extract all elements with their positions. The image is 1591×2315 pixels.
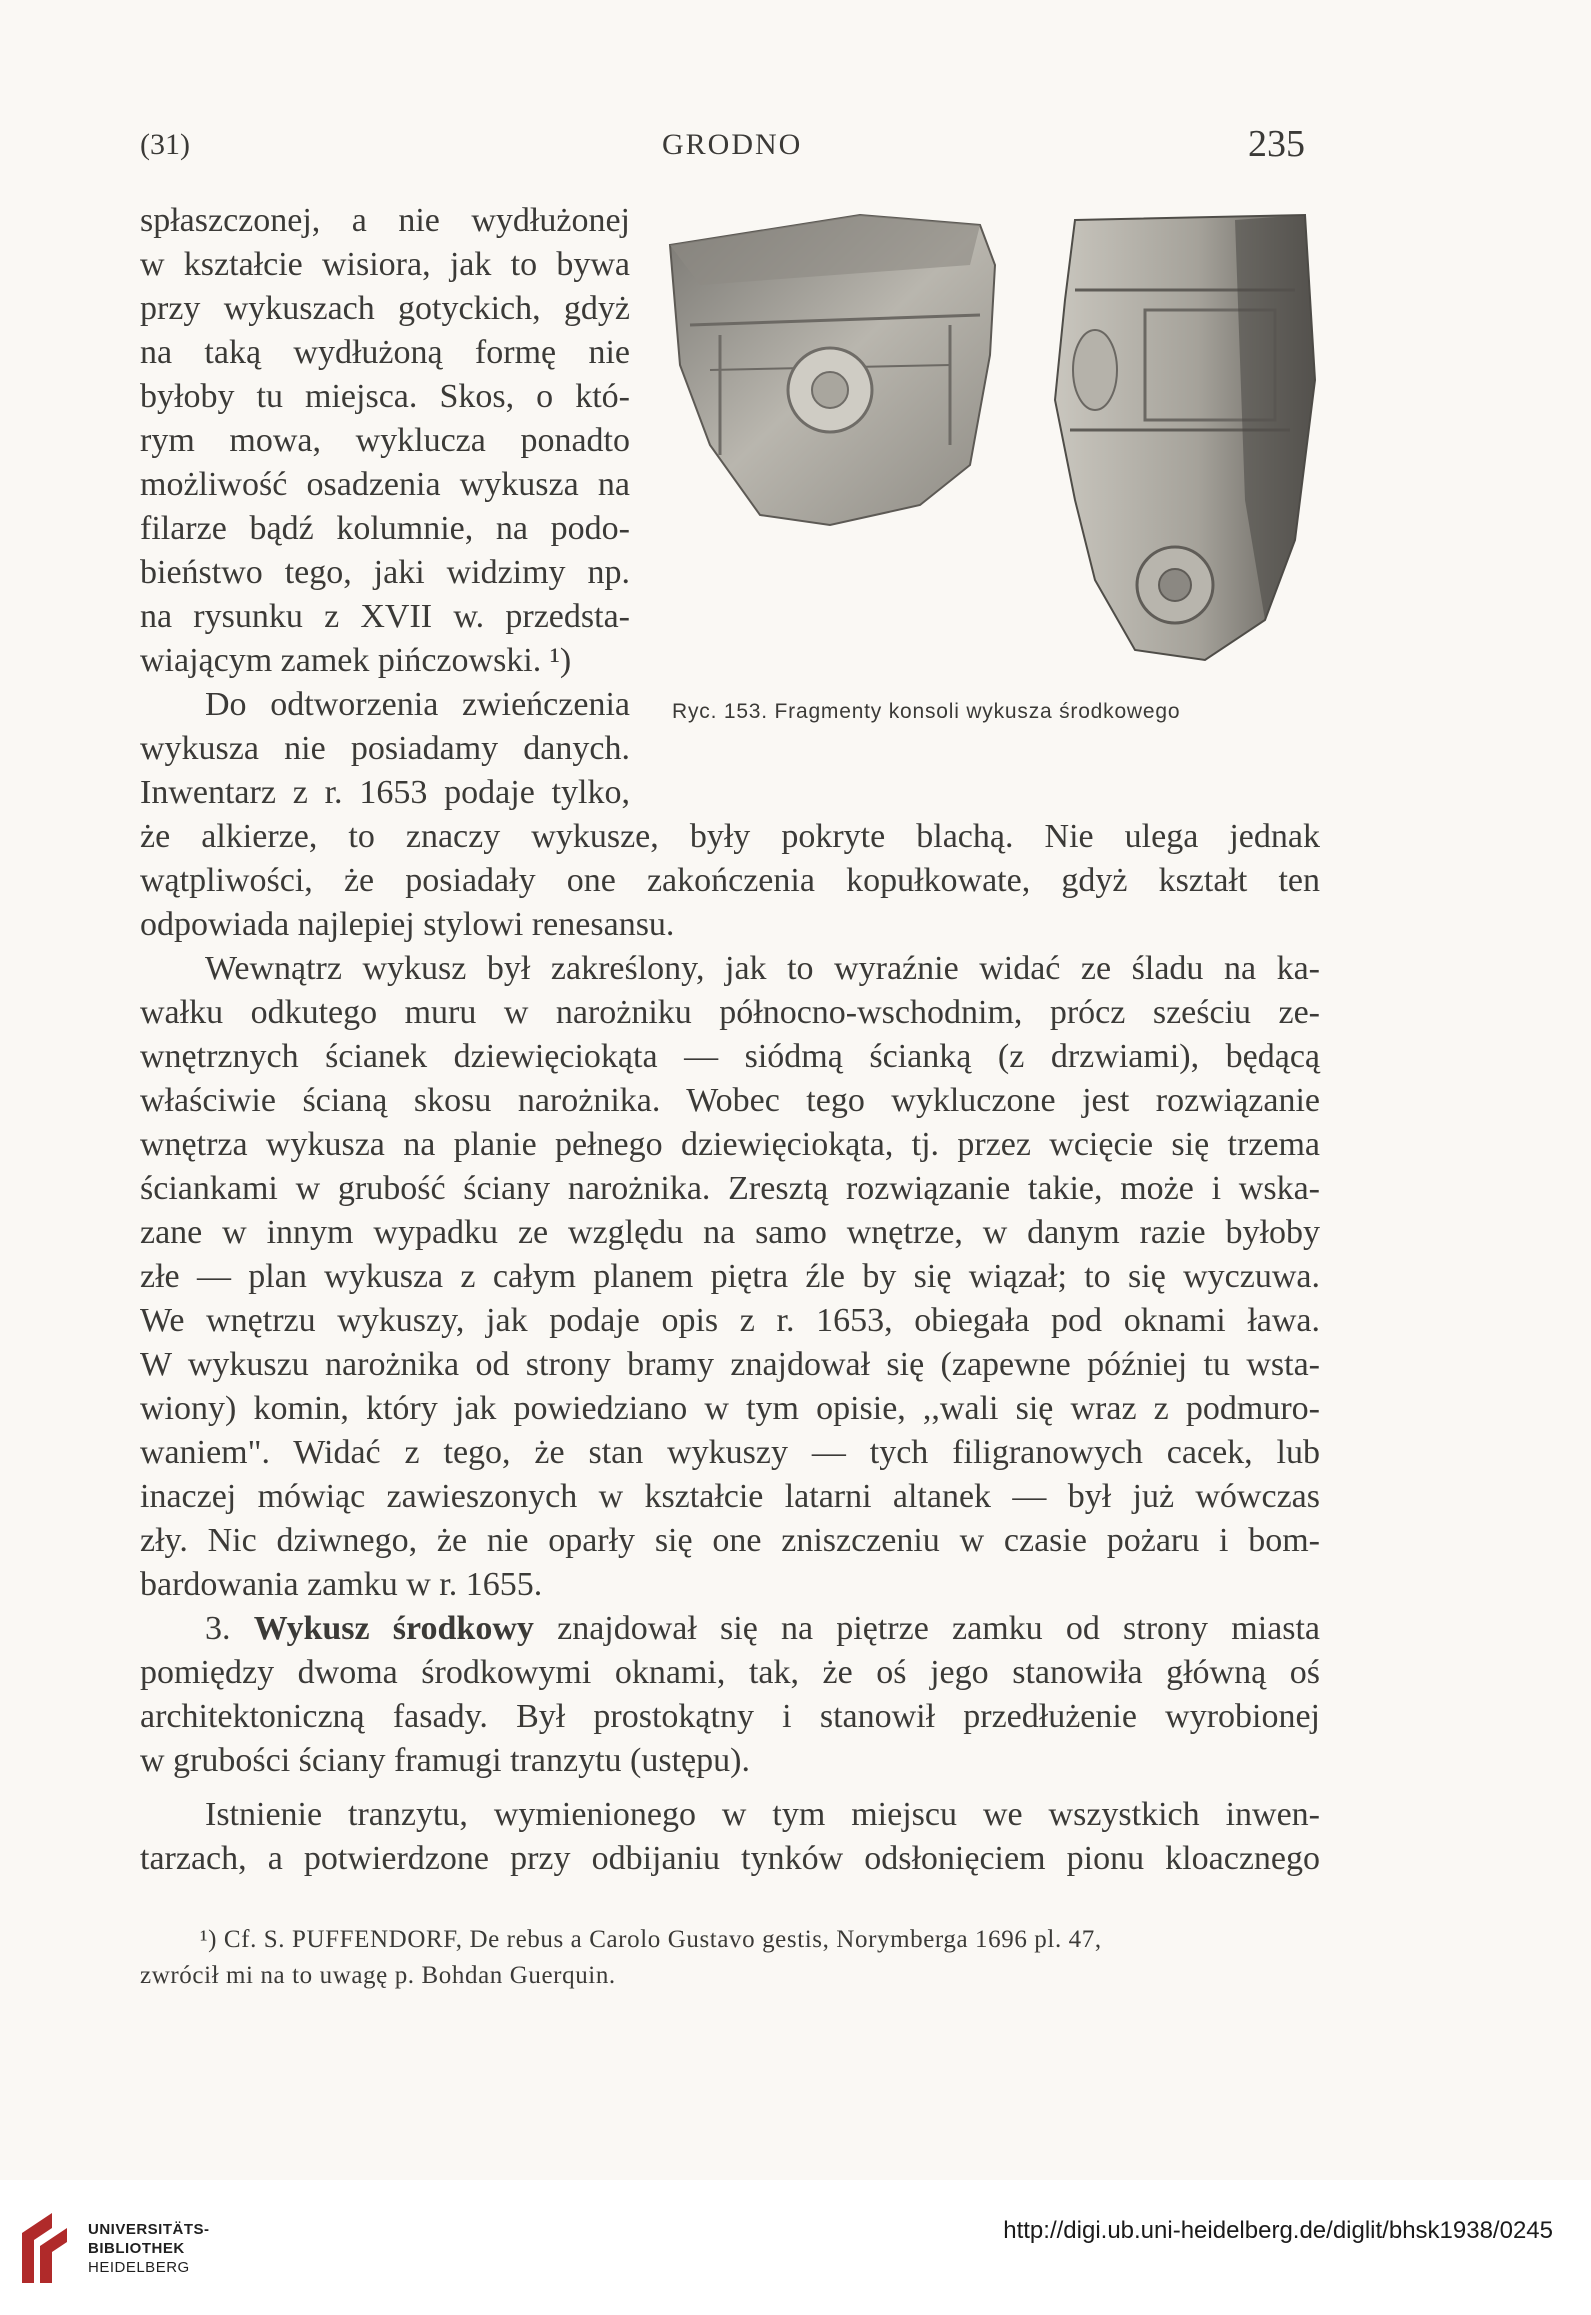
source-url-link[interactable]: http://digi.ub.uni-heidelberg.de/diglit/bhsk1938/0245	[1003, 2217, 1553, 2244]
text-line: w grubości ściany framugi tranzytu (ustępu).	[140, 1742, 750, 1779]
text-line: spłaszczonej, a nie wydłużonej	[140, 202, 630, 239]
text-line: wątpliwości, że posiadały one zakończenia kopułkowate, gdyż kształt ten	[140, 862, 1320, 899]
text-line: filarze bądź kolumnie, na podo-	[140, 510, 630, 547]
text-line: wnętrza wykusza na planie pełnego dziewięciokąta, tj. przez wcięcie się trzema	[140, 1126, 1320, 1163]
text-line: na taką wydłużoną formę nie	[140, 334, 630, 371]
text-line: architektoniczną fasady. Był prostokątny i stanowił przedłużenie wyrobionej	[140, 1698, 1320, 1735]
text-line: Istnienie tranzytu, wymienionego w tym miejscu we wszystkich inwen-	[205, 1796, 1320, 1833]
digitization-footer	[0, 2180, 1591, 2315]
figure-photo-right	[1035, 200, 1325, 680]
text-line: Do odtworzenia zwieńczenia	[205, 686, 630, 723]
text-line: przy wykuszach gotyckich, gdyż	[140, 290, 630, 327]
text-line: wnętrznych ścianek dziewięciokąta — siódmą ścianką (z drzwiami), będącą	[140, 1038, 1320, 1075]
text-line: na rysunku z XVII w. przedsta-	[140, 598, 630, 635]
text-line: że alkierze, to znaczy wykusze, były pokryte blachą. Nie ulega jednak	[140, 818, 1320, 855]
text-line: byłoby tu miejsca. Skos, o któ-	[140, 378, 630, 415]
library-name-line3: HEIDELBERG	[88, 2259, 190, 2276]
library-logo-icon	[12, 2208, 72, 2288]
text-line: ściankami w grubość ściany narożnika. Zresztą rozwiązanie takie, może i wska-	[140, 1170, 1320, 1207]
text-line: wałku odkutego muru w narożniku północno-wschodnim, prócz sześciu ze-	[140, 994, 1320, 1031]
text-line: zły. Nic dziwnego, że nie oparły się one zniszczeniu w czasie pożaru i bom-	[140, 1522, 1320, 1559]
footnote-line: zwrócił mi na to uwagę p. Bohdan Guerquin.	[140, 1962, 616, 1989]
text-line: Wewnątrz wykusz był zakreślony, jak to wyraźnie widać ze śladu na ka-	[205, 950, 1320, 987]
text-line: bieństwo tego, jaki widzimy np.	[140, 554, 630, 591]
text-line: pomiędzy dwoma środkowymi oknami, tak, że oś jego stanowiła główną oś	[140, 1654, 1320, 1691]
text-line: Inwentarz z r. 1653 podaje tylko,	[140, 774, 630, 811]
header-page-section: (31)	[140, 128, 190, 161]
text-line: wykusza nie posiadamy danych.	[140, 730, 630, 767]
section-heading-line	[205, 1610, 1320, 1652]
header-title: GRODNO	[662, 128, 803, 161]
footnote-line: ¹) Cf. S. PUFFENDORF, De rebus a Carolo Gustavo gestis, Norymberga 1696 pl. 47,	[200, 1926, 1102, 1953]
text-line: rym mowa, wyklucza ponadto	[140, 422, 630, 459]
text-line: We wnętrzu wykuszy, jak podaje opis z r. 1653, obiegała pod oknami ława.	[140, 1302, 1320, 1339]
section-heading-rest: znajdował się na piętrze zamku od strony miasta	[557, 1610, 1321, 1647]
text-line: w kształcie wisiora, jak to bywa	[140, 246, 630, 283]
text-line: złe — plan wykusza z całym planem piętra źle by się wiązał; to się wyczuwa.	[140, 1258, 1320, 1295]
text-line: wiającym zamek pińczowski. ¹)	[140, 642, 572, 679]
figure-photo-left	[650, 205, 1010, 545]
library-name-line2: BIBLIOTHEK	[88, 2240, 185, 2257]
text-line: możliwość osadzenia wykusza na	[140, 466, 630, 503]
section-heading: Wykusz środkowy	[253, 1610, 534, 1647]
text-line: W wykuszu narożnika od strony bramy znajdował się (zapewne później tu wsta-	[140, 1346, 1320, 1383]
section-number: 3.	[205, 1610, 231, 1647]
text-line: odpowiada najlepiej stylowi renesansu.	[140, 906, 675, 943]
text-line: wiony) komin, który jak powiedziano w tym opisie, ,,wali się wraz z podmuro-	[140, 1390, 1320, 1427]
header-page-number: 235	[1248, 123, 1305, 165]
text-line: waniem". Widać z tego, że stan wykuszy — tych filigranowych cacek, lub	[140, 1434, 1320, 1471]
library-name-line1: UNIVERSITÄTS-	[88, 2221, 210, 2238]
text-line: bardowania zamku w r. 1655.	[140, 1566, 543, 1603]
text-line: inaczej mówiąc zawieszonych w kształcie latarni altanek — był już wówczas	[140, 1478, 1320, 1515]
text-line: tarzach, a potwierdzone przy odbijaniu tynków odsłonięciem pionu kloacznego	[140, 1840, 1320, 1877]
text-line: zane w innym wypadku ze względu na samo wnętrze, w danym razie byłoby	[140, 1214, 1320, 1251]
text-line: właściwie ścianą skosu narożnika. Wobec tego wykluczone jest rozwiązanie	[140, 1082, 1320, 1119]
figure-caption: Ryc. 153. Fragmenty konsoli wykusza środkowego	[672, 700, 1181, 723]
